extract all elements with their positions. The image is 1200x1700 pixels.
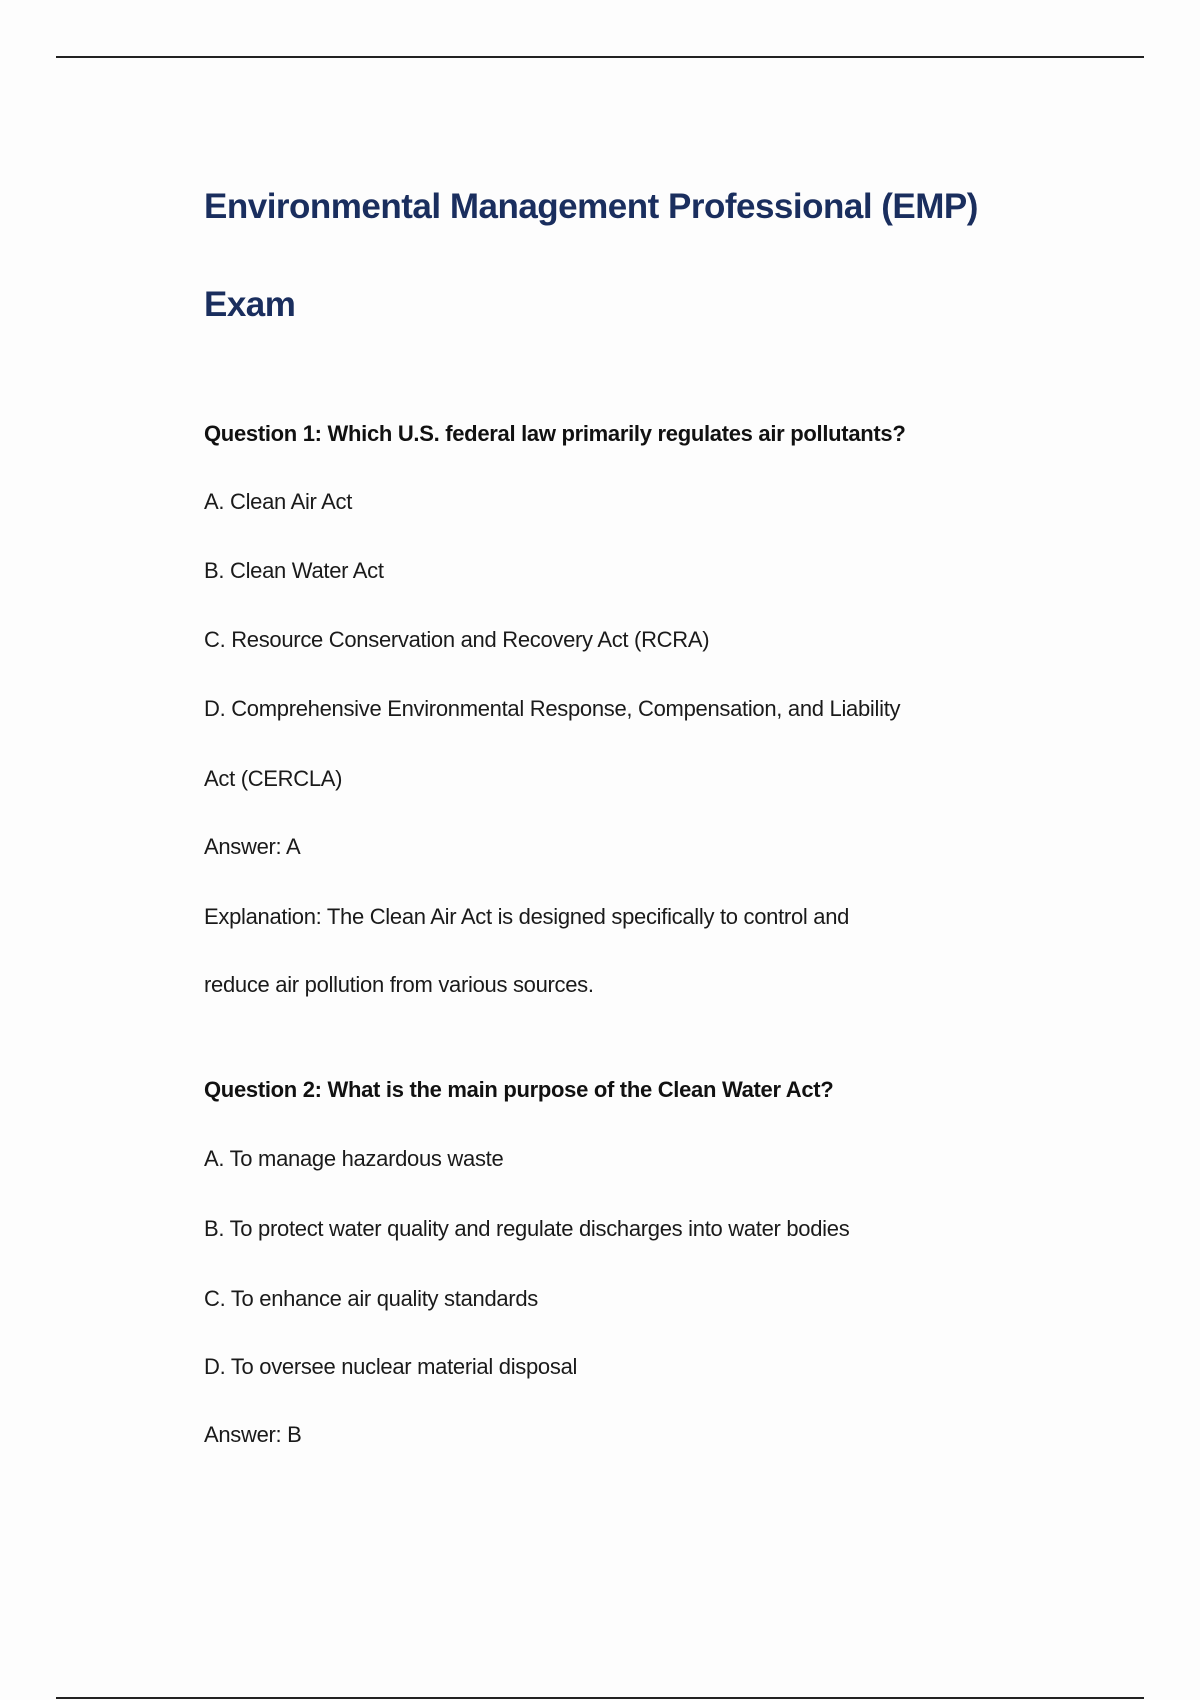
q1-option-d-cont: Act (CERCLA) xyxy=(204,766,343,791)
q2-answer: Answer: B xyxy=(204,1422,302,1447)
document-title: Environmental Management Professional (EMP) xyxy=(204,187,978,226)
q1-option-c: C. Resource Conservation and Recovery Act (RCRA) xyxy=(204,627,710,652)
q1-explanation-cont: reduce air pollution from various sources. xyxy=(204,972,594,997)
q2-option-a: A. To manage hazardous waste xyxy=(204,1146,504,1171)
q1-answer: Answer: A xyxy=(204,834,301,859)
q1-explanation: Explanation: The Clean Air Act is designed specifically to control and xyxy=(204,904,850,929)
question-1: Question 1: Which U.S. federal law primarily regulates air pollutants? xyxy=(204,421,906,446)
q1-option-a: A. Clean Air Act xyxy=(204,489,353,514)
question-2: Question 2: What is the main purpose of the Clean Water Act? xyxy=(204,1077,834,1102)
footer-rule xyxy=(56,1697,1144,1699)
document-title-line2: Exam xyxy=(204,285,296,324)
q2-option-c: C. To enhance air quality standards xyxy=(204,1286,538,1311)
q1-option-d: D. Comprehensive Environmental Response, Compensation, and Liability xyxy=(204,696,901,721)
q2-option-d: D. To oversee nuclear material disposal xyxy=(204,1354,578,1379)
q1-option-b: B. Clean Water Act xyxy=(204,558,384,583)
q2-option-b: B. To protect water quality and regulate discharges into water bodies xyxy=(204,1216,850,1241)
header-rule xyxy=(56,56,1144,58)
